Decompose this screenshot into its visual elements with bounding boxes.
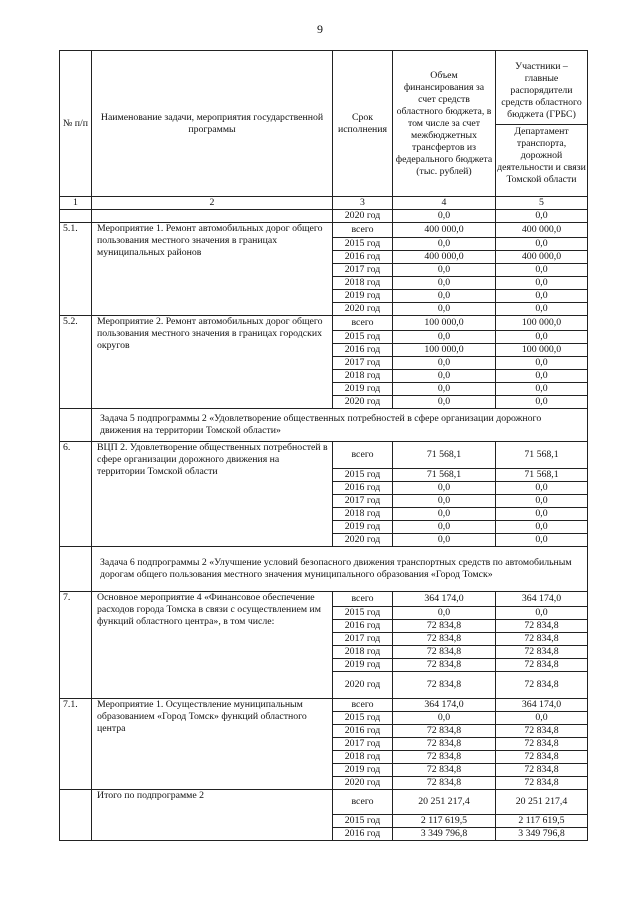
cell-grbs-amount: 72 834,8: [496, 633, 588, 646]
cell-regional-amount: 400 000,0: [393, 223, 496, 238]
header-number: № п/п: [60, 51, 92, 197]
table-row: [60, 442, 588, 469]
cell-period: 2020 год: [333, 777, 393, 790]
cell-number: [60, 547, 92, 592]
cell-period: 2016 год: [333, 251, 393, 264]
table-header-row: [60, 51, 588, 197]
cell-grbs-amount: 0,0: [496, 210, 588, 223]
cell-grbs-amount: 0,0: [496, 534, 588, 547]
cell-period: всего: [333, 316, 393, 331]
cell-regional-amount: 0,0: [393, 534, 496, 547]
cell-regional-amount: 72 834,8: [393, 738, 496, 751]
cell-number: 5.1.: [60, 223, 92, 316]
cell-regional-amount: 0,0: [393, 238, 496, 251]
cell-regional-amount: 0,0: [393, 383, 496, 396]
cell-regional-amount: 72 834,8: [393, 672, 496, 699]
cell-grbs-amount: 0,0: [496, 357, 588, 370]
cell-period: 2016 год: [333, 725, 393, 738]
cell-regional-amount: 0,0: [393, 521, 496, 534]
cell-regional-amount: 0,0: [393, 264, 496, 277]
cell-regional-amount: 0,0: [393, 370, 496, 383]
cell-period: всего: [333, 790, 393, 815]
cell-regional-amount: 72 834,8: [393, 633, 496, 646]
financing-table: [59, 50, 588, 841]
cell-grbs-amount: 72 834,8: [496, 751, 588, 764]
cell-grbs-amount: 72 834,8: [496, 725, 588, 738]
cell-period: 2020 год: [333, 672, 393, 699]
cell-regional-amount: 400 000,0: [393, 251, 496, 264]
column-number: 5: [496, 197, 588, 210]
cell-period: 2018 год: [333, 370, 393, 383]
cell-number: 5.2.: [60, 316, 92, 409]
cell-regional-amount: 72 834,8: [393, 751, 496, 764]
cell-regional-amount: 0,0: [393, 607, 496, 620]
cell-regional-amount: 72 834,8: [393, 620, 496, 633]
column-number: 4: [393, 197, 496, 210]
header-department: Департамент транспорта, дорожной деятельности и связи Томской области: [497, 126, 586, 185]
cell-grbs-amount: 0,0: [496, 508, 588, 521]
cell-number: [60, 210, 92, 223]
cell-grbs-amount: 0,0: [496, 277, 588, 290]
cell-grbs-amount: 364 174,0: [496, 592, 588, 607]
cell-grbs-amount: 0,0: [496, 290, 588, 303]
cell-grbs-amount: 72 834,8: [496, 659, 588, 672]
table-row: [60, 210, 588, 223]
cell-grbs-amount: 3 349 796,8: [496, 828, 588, 841]
cell-name: Мероприятие 1. Ремонт автомобильных дорог общего пользования местного значения в границах муниципальных районов: [92, 223, 333, 316]
cell-name: Мероприятие 1. Осуществление муниципальным образованием «Город Томск» функций областного центра: [92, 699, 333, 790]
cell-regional-amount: 0,0: [393, 396, 496, 409]
cell-period: 2018 год: [333, 508, 393, 521]
cell-name: Мероприятие 2. Ремонт автомобильных дорог общего пользования местного значения в границах городских округов: [92, 316, 333, 409]
cell-period: всего: [333, 592, 393, 607]
cell-period: 2017 год: [333, 495, 393, 508]
cell-period: 2019 год: [333, 659, 393, 672]
cell-grbs-amount: 0,0: [496, 303, 588, 316]
header-period: Срок исполнения: [333, 51, 393, 197]
column-number: 1: [60, 197, 92, 210]
cell-grbs-amount: 100 000,0: [496, 316, 588, 331]
cell-grbs-amount: 0,0: [496, 370, 588, 383]
cell-grbs-amount: 2 117 619,5: [496, 815, 588, 828]
cell-period: 2018 год: [333, 646, 393, 659]
cell-period: 2017 год: [333, 357, 393, 370]
cell-grbs-amount: 0,0: [496, 482, 588, 495]
cell-period: 2018 год: [333, 751, 393, 764]
cell-grbs-amount: 0,0: [496, 495, 588, 508]
cell-regional-amount: 100 000,0: [393, 344, 496, 357]
cell-name: [92, 210, 333, 223]
cell-regional-amount: 72 834,8: [393, 725, 496, 738]
cell-period: 2016 год: [333, 620, 393, 633]
column-number: 3: [333, 197, 393, 210]
cell-period: 2016 год: [333, 344, 393, 357]
cell-period: 2019 год: [333, 290, 393, 303]
cell-period: 2015 год: [333, 238, 393, 251]
cell-period: 2019 год: [333, 383, 393, 396]
cell-regional-amount: 0,0: [393, 290, 496, 303]
cell-regional-amount: 72 834,8: [393, 777, 496, 790]
cell-grbs-amount: 72 834,8: [496, 777, 588, 790]
cell-regional-amount: 0,0: [393, 303, 496, 316]
cell-period: 2016 год: [333, 828, 393, 841]
cell-period: 2019 год: [333, 764, 393, 777]
cell-period: всего: [333, 442, 393, 469]
cell-grbs-amount: 0,0: [496, 607, 588, 620]
cell-grbs-amount: 72 834,8: [496, 620, 588, 633]
cell-name: Основное мероприятие 4 «Финансовое обеспечение расходов города Томска в связи с осуществлением им функций областного центра», в том числе:: [92, 592, 333, 699]
cell-grbs-amount: 0,0: [496, 712, 588, 725]
cell-period: 2020 год: [333, 210, 393, 223]
cell-period: 2015 год: [333, 469, 393, 482]
column-number-row: [60, 197, 588, 210]
cell-regional-amount: 0,0: [393, 331, 496, 344]
cell-period: 2016 год: [333, 482, 393, 495]
cell-name: ВЦП 2. Удовлетворение общественных потребностей в сфере организации дорожного движения на территории Томской области: [92, 442, 333, 547]
cell-regional-amount: 364 174,0: [393, 592, 496, 607]
table-row: [60, 223, 588, 238]
cell-grbs-amount: 400 000,0: [496, 223, 588, 238]
cell-grbs-amount: 0,0: [496, 383, 588, 396]
cell-period: 2015 год: [333, 607, 393, 620]
cell-regional-amount: 100 000,0: [393, 316, 496, 331]
cell-period: всего: [333, 223, 393, 238]
cell-number: 6.: [60, 442, 92, 547]
cell-regional-amount: 72 834,8: [393, 659, 496, 672]
cell-regional-amount: 3 349 796,8: [393, 828, 496, 841]
cell-grbs-amount: 100 000,0: [496, 344, 588, 357]
cell-grbs-amount: 400 000,0: [496, 251, 588, 264]
header-participants-title: Участники – главные распорядители средств областного бюджета (ГРБС): [501, 61, 582, 120]
cell-number: 7.: [60, 592, 92, 699]
cell-period: всего: [333, 699, 393, 712]
cell-name: Итого по подпрограмме 2: [92, 790, 333, 841]
cell-period: 2019 год: [333, 521, 393, 534]
cell-regional-amount: 0,0: [393, 508, 496, 521]
cell-grbs-amount: 0,0: [496, 331, 588, 344]
column-number: 2: [92, 197, 333, 210]
cell-regional-amount: 2 117 619,5: [393, 815, 496, 828]
table-row: [60, 790, 588, 815]
cell-period: 2015 год: [333, 712, 393, 725]
task-text: Задача 5 подпрограммы 2 «Удовлетворение общественных потребностей в сфере организации дорожного движения на территории Томской области»: [92, 409, 588, 442]
cell-regional-amount: 72 834,8: [393, 764, 496, 777]
task-row: [60, 547, 588, 592]
cell-number: 7.1.: [60, 699, 92, 790]
cell-grbs-amount: 364 174,0: [496, 699, 588, 712]
cell-regional-amount: 72 834,8: [393, 646, 496, 659]
cell-regional-amount: 0,0: [393, 277, 496, 290]
cell-period: 2015 год: [333, 331, 393, 344]
cell-regional-amount: 71 568,1: [393, 442, 496, 469]
cell-regional-amount: 0,0: [393, 357, 496, 370]
cell-grbs-amount: 20 251 217,4: [496, 790, 588, 815]
cell-period: 2017 год: [333, 738, 393, 751]
cell-grbs-amount: 0,0: [496, 521, 588, 534]
task-text: Задача 6 подпрограммы 2 «Улучшение условий безопасного движения транспортных средств по автомобильным дорогам общего пользования местного значения муниципального образования «Город Томск»: [92, 547, 588, 592]
cell-grbs-amount: 0,0: [496, 396, 588, 409]
cell-regional-amount: 364 174,0: [393, 699, 496, 712]
cell-period: 2020 год: [333, 396, 393, 409]
cell-grbs-amount: 71 568,1: [496, 469, 588, 482]
cell-number: [60, 409, 92, 442]
page-number: 9: [317, 22, 323, 36]
cell-regional-amount: 20 251 217,4: [393, 790, 496, 815]
cell-period: 2017 год: [333, 264, 393, 277]
header-name: Наименование задачи, мероприятия государственной программы: [92, 51, 333, 197]
cell-grbs-amount: 0,0: [496, 238, 588, 251]
task-row: [60, 409, 588, 442]
cell-grbs-amount: 72 834,8: [496, 738, 588, 751]
cell-number: [60, 790, 92, 841]
cell-grbs-amount: 71 568,1: [496, 442, 588, 469]
header-participants: [496, 51, 588, 197]
table-row: [60, 316, 588, 331]
cell-regional-amount: 71 568,1: [393, 469, 496, 482]
cell-period: 2020 год: [333, 303, 393, 316]
cell-grbs-amount: 72 834,8: [496, 646, 588, 659]
table-row: [60, 592, 588, 607]
cell-period: 2015 год: [333, 815, 393, 828]
cell-period: 2018 год: [333, 277, 393, 290]
cell-regional-amount: 0,0: [393, 712, 496, 725]
cell-grbs-amount: 72 834,8: [496, 672, 588, 699]
cell-regional-amount: 0,0: [393, 495, 496, 508]
cell-regional-amount: 0,0: [393, 210, 496, 223]
header-financing: Объем финансирования за счет средств областного бюджета, в том числе за счет межбюджетных трансфертов из федерального бюджета (тыс. рублей): [393, 51, 496, 197]
cell-grbs-amount: 72 834,8: [496, 764, 588, 777]
cell-regional-amount: 0,0: [393, 482, 496, 495]
cell-grbs-amount: 0,0: [496, 264, 588, 277]
table-row: [60, 699, 588, 712]
cell-period: 2020 год: [333, 534, 393, 547]
cell-period: 2017 год: [333, 633, 393, 646]
